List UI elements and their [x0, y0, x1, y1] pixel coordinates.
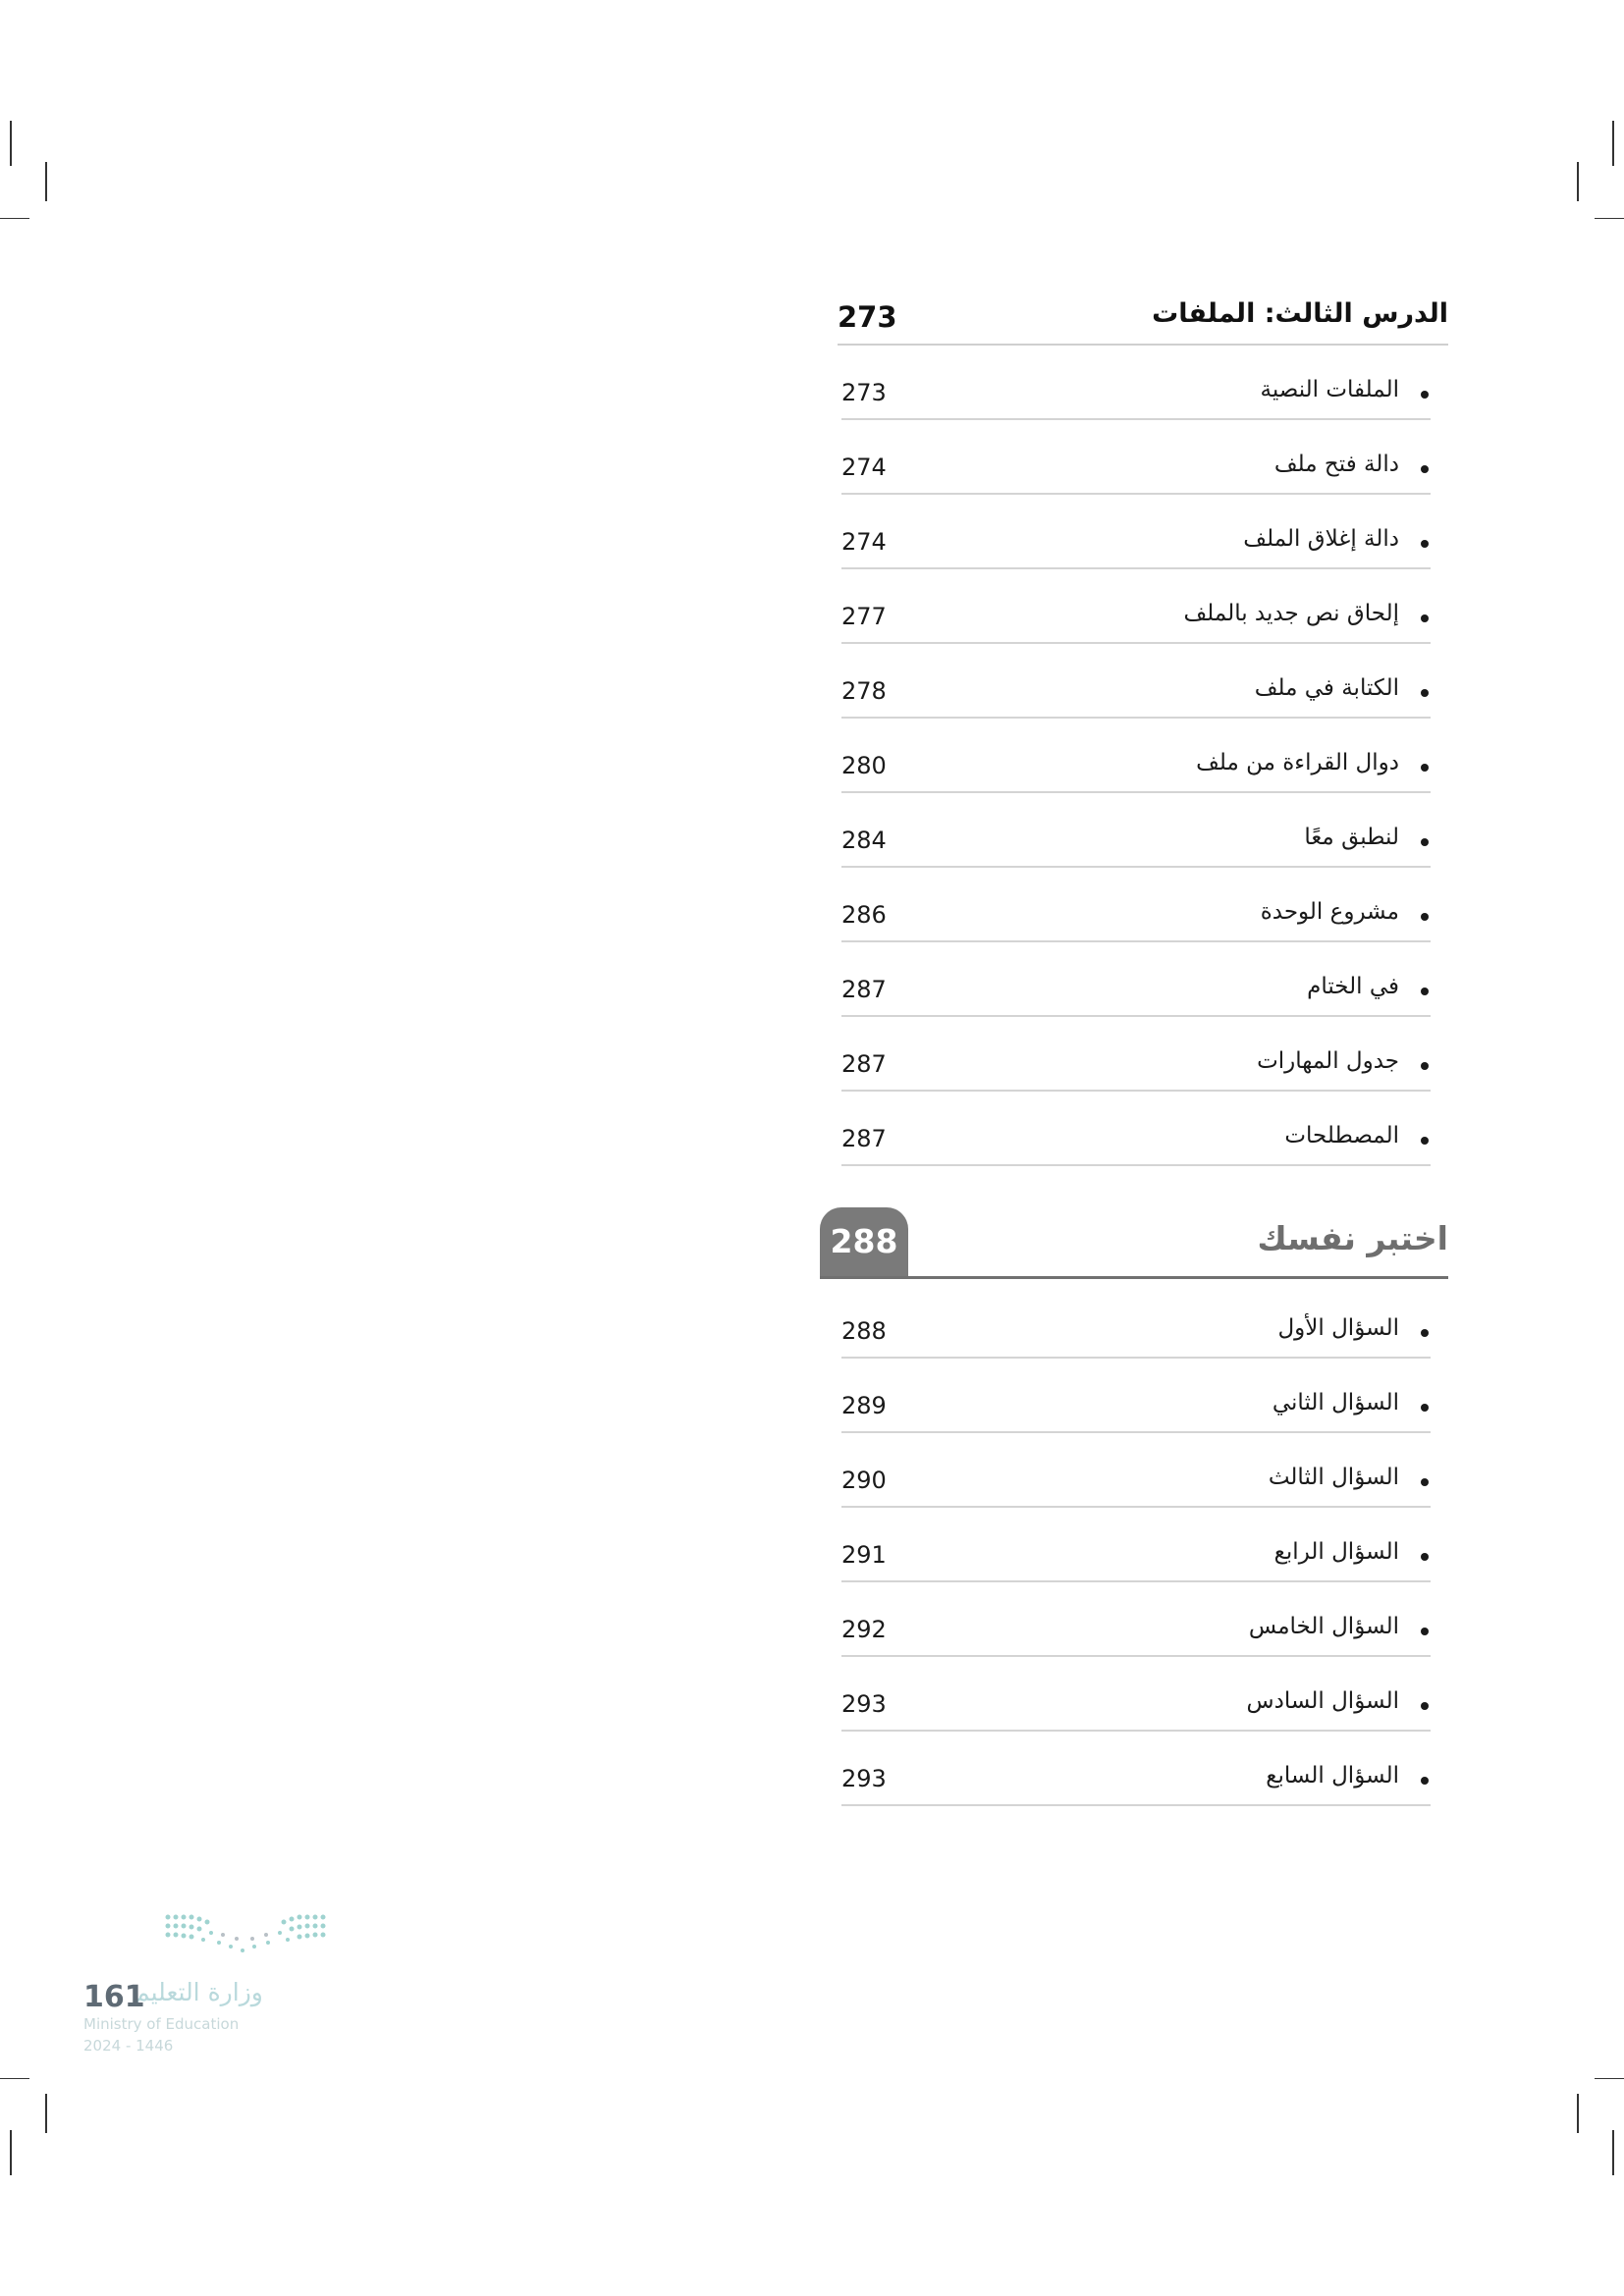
page-footer [83, 1909, 339, 2056]
test-heading[interactable] [820, 1207, 1448, 1279]
crop-mark [10, 2130, 12, 2175]
toc-entry-label: جدول المهارات [1257, 1048, 1399, 1074]
toc-entry-label: السؤال السادس [1246, 1688, 1399, 1714]
bullet-icon [1421, 689, 1429, 697]
toc-entry-label: في الختام [1307, 974, 1399, 999]
toc-entry[interactable] [841, 1755, 1431, 1806]
toc-entry-label: إلحاق نص جديد بالملف [1183, 601, 1399, 626]
bullet-icon [1421, 838, 1429, 846]
ministry-name-arabic: وزارة التعليم [135, 1978, 263, 2006]
bullet-icon [1421, 988, 1429, 995]
bullet-icon [1421, 1702, 1429, 1710]
toc-entry-page: 273 [841, 379, 887, 406]
edition-year: 2024 - 1446 [83, 2037, 174, 2055]
bullet-icon [1421, 1329, 1429, 1337]
toc-entry-page: 289 [841, 1392, 887, 1419]
toc-entry-page: 280 [841, 752, 887, 779]
toc-entry-label: السؤال الثاني [1272, 1390, 1399, 1415]
lesson-page-number: 273 [838, 300, 897, 334]
toc-entry-label: الكتابة في ملف [1254, 675, 1399, 701]
toc-entry[interactable] [841, 817, 1431, 868]
toc-entry-label: الملفات النصية [1260, 377, 1399, 402]
bullet-icon [1421, 1777, 1429, 1785]
bullet-icon [1421, 1062, 1429, 1070]
toc-entry-label: المصطلحات [1284, 1123, 1399, 1148]
crop-mark [0, 2078, 29, 2079]
bullet-icon [1421, 1137, 1429, 1145]
toc-entry-page: 277 [841, 603, 887, 630]
toc-entry-page: 278 [841, 677, 887, 705]
ministry-name-english: Ministry of Education [83, 2015, 240, 2033]
crop-mark [45, 162, 47, 201]
toc-entry-page: 287 [841, 1125, 887, 1152]
crop-mark [45, 2094, 47, 2133]
toc-entry-page: 274 [841, 528, 887, 556]
toc-entry-page: 290 [841, 1467, 887, 1494]
toc-entry[interactable] [841, 1115, 1431, 1166]
toc-entry[interactable] [841, 1457, 1431, 1508]
toc-entry-page: 293 [841, 1765, 887, 1792]
toc-entry[interactable] [841, 444, 1431, 495]
toc-entry[interactable] [841, 1531, 1431, 1582]
toc-entry[interactable] [841, 1681, 1431, 1732]
toc-entry[interactable] [841, 667, 1431, 719]
toc-entry[interactable] [841, 1382, 1431, 1433]
crop-mark [1577, 162, 1579, 201]
toc-entry[interactable] [841, 891, 1431, 942]
toc-entry[interactable] [841, 369, 1431, 420]
crop-mark [1612, 2130, 1614, 2175]
toc-entry-page: 284 [841, 827, 887, 854]
toc-entry-page: 287 [841, 976, 887, 1003]
toc-entry-label: لنطبق معًا [1304, 825, 1399, 850]
toc-entry-page: 287 [841, 1050, 887, 1078]
lesson-title: الدرس الثالث: الملفات [1152, 298, 1448, 329]
bullet-icon [1421, 913, 1429, 921]
toc-entry-label: دالة إغلاق الملف [1243, 526, 1399, 552]
test-title: اختبر نفسك [1257, 1219, 1448, 1257]
bullet-icon [1421, 614, 1429, 622]
bullet-icon [1421, 1553, 1429, 1561]
lesson-heading[interactable] [838, 294, 1448, 346]
toc-entry-label: السؤال الرابع [1273, 1539, 1399, 1565]
toc-entry-label: دوال القراءة من ملف [1196, 750, 1399, 775]
toc-entry-page: 274 [841, 454, 887, 481]
crop-mark [0, 218, 29, 219]
crop-mark [1577, 2094, 1579, 2133]
crop-mark [1595, 2078, 1624, 2079]
toc-entry-label: السؤال الثالث [1268, 1465, 1399, 1490]
toc-entry-page: 288 [841, 1317, 887, 1345]
toc-entry-label: دالة فتح ملف [1273, 452, 1399, 477]
toc-entry[interactable] [841, 1606, 1431, 1657]
toc-entry-page: 291 [841, 1541, 887, 1569]
bullet-icon [1421, 391, 1429, 399]
page-number: 161 [83, 1980, 145, 2014]
toc-entry-label: مشروع الوحدة [1260, 899, 1399, 925]
toc-entry-label: السؤال السابع [1266, 1763, 1399, 1789]
toc-entry[interactable] [841, 1041, 1431, 1092]
toc-entry[interactable] [841, 1308, 1431, 1359]
bullet-icon [1421, 1628, 1429, 1635]
bullet-icon [1421, 764, 1429, 772]
toc-entry[interactable] [841, 593, 1431, 644]
test-page-badge: 288 [820, 1207, 908, 1276]
crop-mark [1612, 121, 1614, 166]
ministry-logo-icon [162, 1909, 329, 1968]
toc-entry-label: السؤال الأول [1277, 1315, 1399, 1341]
toc-entry[interactable] [841, 742, 1431, 793]
toc-entry[interactable] [841, 518, 1431, 569]
toc-entry-page: 293 [841, 1690, 887, 1718]
toc-entry-label: السؤال الخامس [1248, 1614, 1399, 1639]
bullet-icon [1421, 540, 1429, 548]
crop-mark [10, 121, 12, 166]
bullet-icon [1421, 465, 1429, 473]
bullet-icon [1421, 1478, 1429, 1486]
toc-entry-page: 292 [841, 1616, 887, 1643]
toc-entry-page: 286 [841, 901, 887, 929]
toc-entry[interactable] [841, 966, 1431, 1017]
bullet-icon [1421, 1404, 1429, 1412]
crop-mark [1595, 218, 1624, 219]
